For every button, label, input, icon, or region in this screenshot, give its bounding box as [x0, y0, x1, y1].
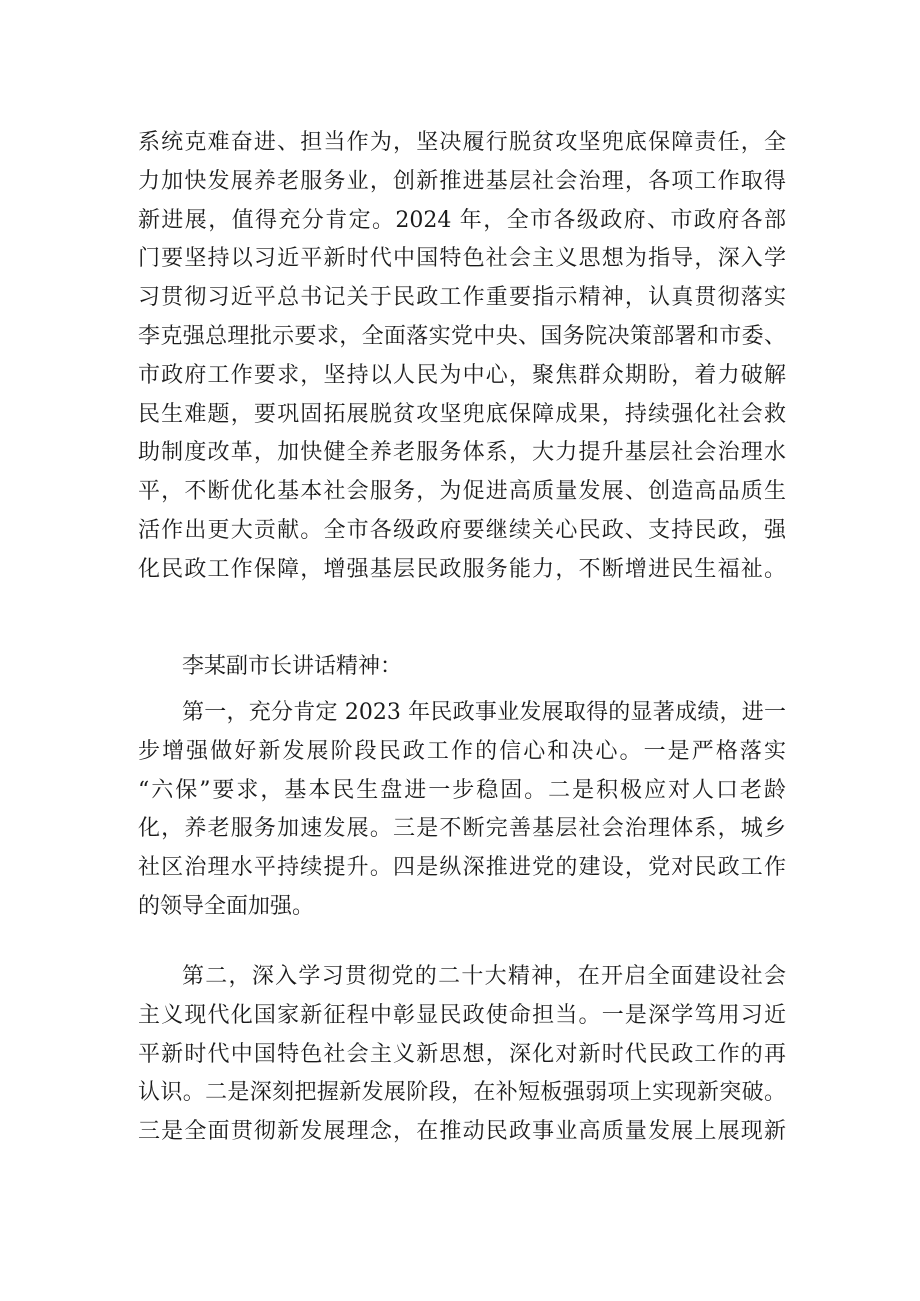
paragraph-4 [138, 958, 786, 1152]
text-line: 第一，充分肯定 2023 年民政事业发展取得的显著成绩，进一 [182, 700, 786, 725]
paragraph-2-speaker-heading [138, 648, 786, 687]
text-line: 平，不断优化基本社会服务，为促进高质量发展、创造高品质生 [138, 479, 786, 505]
text-line: 主义现代化国家新征程中彰显民政使命担当。一是深学笃用习近 [138, 1002, 786, 1028]
text-line: 步增强做好新发展阶段民政工作的信心和决心。一是严格落实 [138, 738, 786, 764]
text-line: 市政府工作要求，坚持以人民为中心，聚焦群众期盼，着力破解 [138, 362, 786, 388]
text-line: 化民政工作保障，增强基层民政服务能力，不断增进民生福祉。 [138, 556, 786, 582]
text-line: 第二，深入学习贯彻党的二十大精神，在开启全面建设社会 [182, 964, 786, 989]
text-line: 习贯彻习近平总书记关于民政工作重要指示精神，认真贯彻落实 [138, 285, 786, 311]
paragraph-3 [138, 694, 786, 927]
text-line: 助制度改革，加快健全养老服务体系，大力提升基层社会治理水 [138, 440, 786, 466]
text-line: 三是全面贯彻新发展理念，在推动民政事业高质量发展上展现新 [138, 1119, 786, 1145]
text-line: 新进展，值得充分肯定。2024 年，全市各级政府、市政府各部 [138, 207, 786, 233]
text-line: 李克强总理批示要求，全面落实党中央、国务院决策部署和市委、 [138, 323, 786, 349]
text-line: 力加快发展养老服务业，创新推进基层社会治理，各项工作取得 [138, 168, 786, 194]
text-line: 的领导全面加强。 [138, 893, 315, 919]
paragraph-1 [138, 124, 786, 590]
text-line: 认识。二是深刻把握新发展阶段，在补短板强弱项上实现新突破。 [138, 1080, 786, 1106]
text-line: 系统克难奋进、担当作为，坚决履行脱贫攻坚兜底保障责任，全 [138, 130, 786, 155]
text-line: 平新时代中国特色社会主义新思想，深化对新时代民政工作的再 [138, 1041, 786, 1067]
text-line: “六保”要求，基本民生盘进一步稳固。二是积极应对人口老龄 [138, 777, 786, 803]
text-line: 李某副市长讲话精神： [182, 654, 403, 679]
text-line: 门要坚持以习近平新时代中国特色社会主义思想为指导，深入学 [138, 246, 786, 272]
text-line: 活作出更大贡献。全市各级政府要继续关心民政、支持民政，强 [138, 517, 786, 543]
text-line: 社区治理水平持续提升。四是纵深推进党的建设，党对民政工作 [138, 855, 786, 881]
text-line: 化，养老服务加速发展。三是不断完善基层社会治理体系，城乡 [138, 816, 786, 842]
text-line: 民生难题，要巩固拓展脱贫攻坚兜底保障成果，持续强化社会救 [138, 401, 786, 427]
